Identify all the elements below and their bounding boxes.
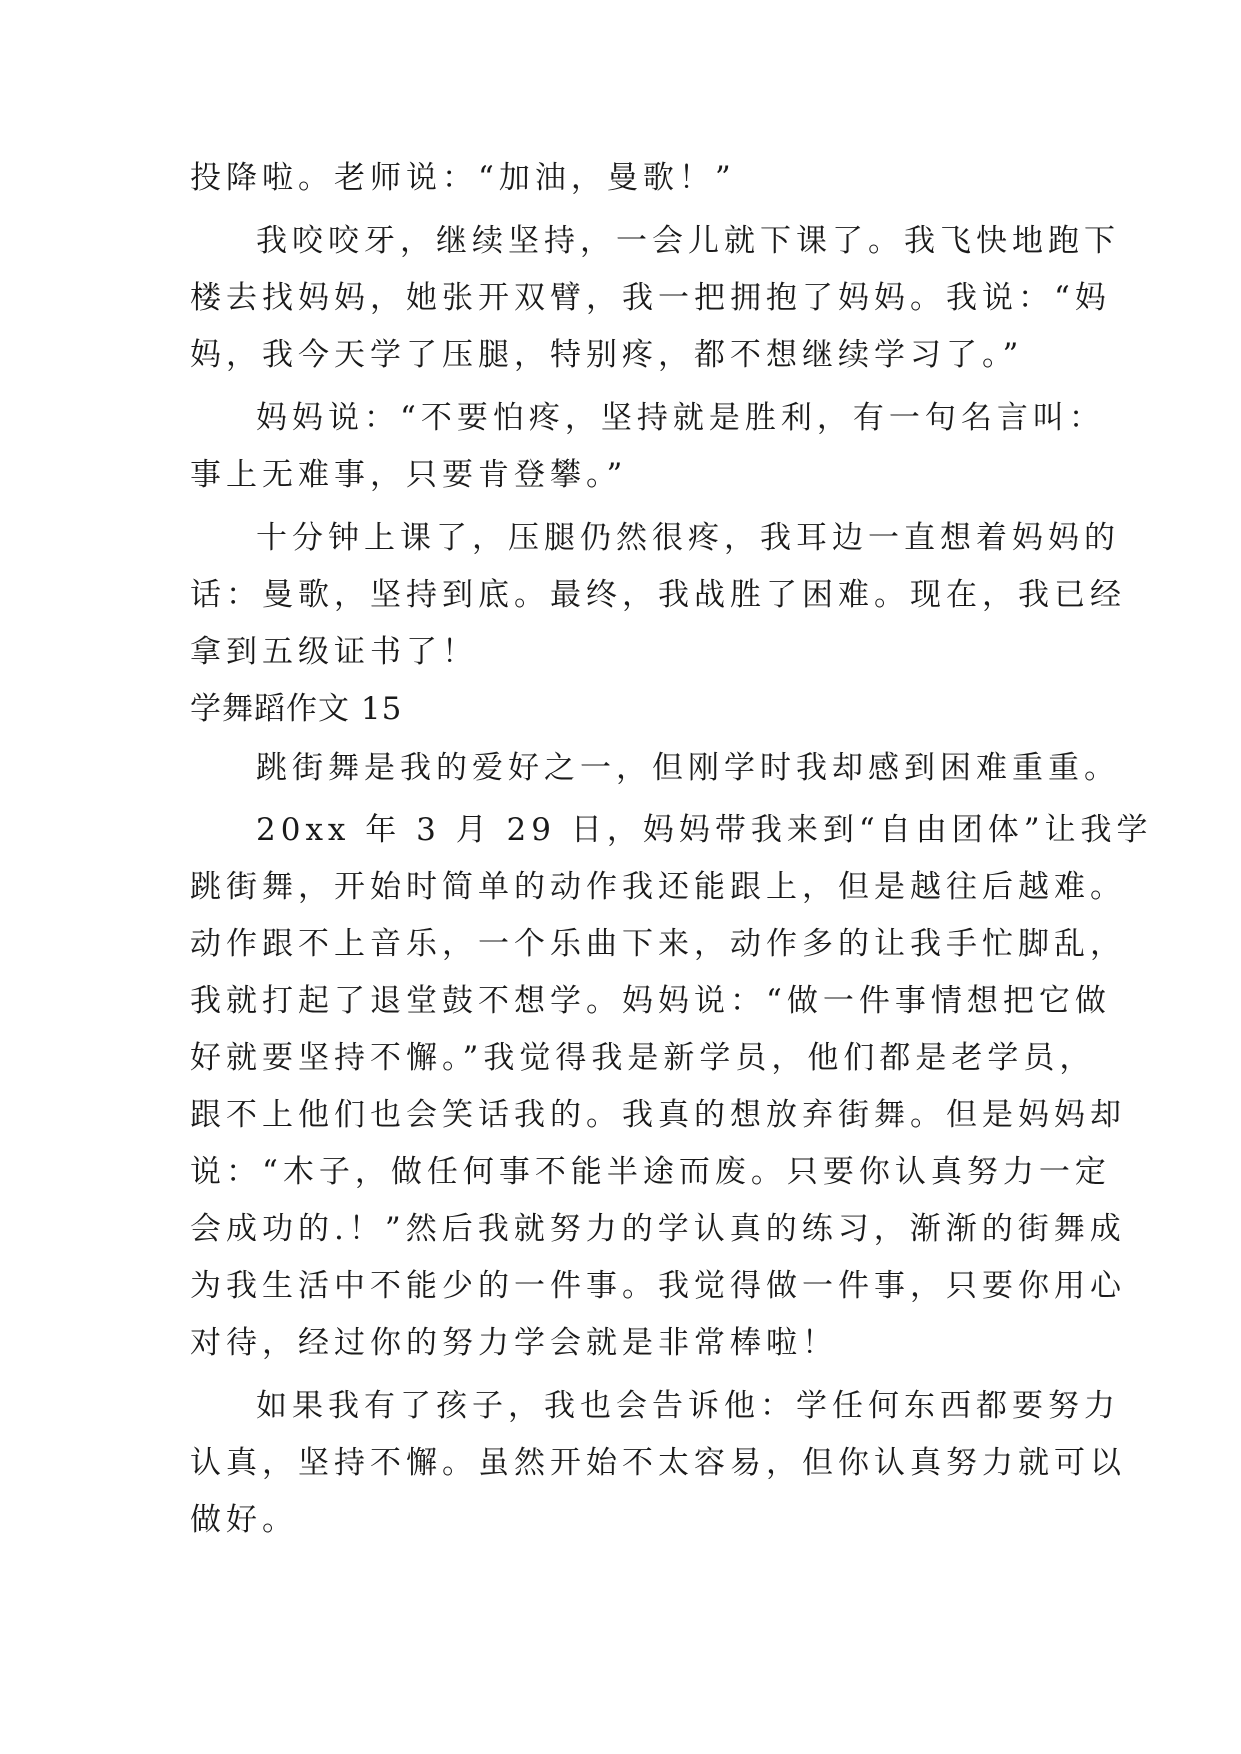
- paragraph-line: 好就要坚持不懈。”我觉得我是新学员，他们都是老学员，: [190, 1040, 1096, 1076]
- paragraph-line: 楼去找妈妈，她张开双臂，我一把拥抱了妈妈。我说：“妈: [190, 280, 1111, 316]
- paragraph-line: 跳街舞是我的爱好之一，但刚学时我却感到困难重重。: [256, 750, 1120, 786]
- paragraph-line: 认真，坚持不懈。虽然开始不太容易，但你认真努力就可以: [190, 1445, 1126, 1481]
- paragraph-line: 妈妈说：“不要怕疼，坚持就是胜利，有一句名言叫：: [256, 400, 1105, 436]
- paragraph-line: 对待，经过你的努力学会就是非常棒啦！: [190, 1325, 838, 1361]
- paragraph-line: 跟不上他们也会笑话我的。我真的想放弃街舞。但是妈妈却: [190, 1097, 1126, 1133]
- paragraph-line: 说：“木子，做任何事不能半途而废。只要你认真努力一定: [190, 1154, 1111, 1190]
- paragraph-line: 事上无难事，只要肯登攀。”: [190, 457, 628, 493]
- paragraph-line: 投降啦。老师说：“加油，曼歌！”: [190, 160, 736, 196]
- paragraph-line: 妈，我今天学了压腿，特别疼，都不想继续学习了。”: [190, 337, 1024, 373]
- paragraph-line: 我就打起了退堂鼓不想学。妈妈说：“做一件事情想把它做: [190, 983, 1111, 1019]
- paragraph-line: 动作跟不上音乐，一个乐曲下来，动作多的让我手忙脚乱，: [190, 926, 1126, 962]
- paragraph-line: 如果我有了孩子，我也会告诉他：学任何东西都要努力: [256, 1388, 1120, 1424]
- paragraph-line: 会成功的.！”然后我就努力的学认真的练习，渐渐的街舞成: [190, 1211, 1126, 1247]
- paragraph-line: 20xx 年 3 月 29 日，妈妈带我来到“自由团体”让我学: [256, 812, 1153, 848]
- paragraph-line: 我咬咬牙，继续坚持，一会儿就下课了。我飞快地跑下: [256, 223, 1120, 259]
- paragraph-line: 拿到五级证书了！: [190, 634, 478, 670]
- paragraph-line: 做好。: [190, 1502, 298, 1538]
- paragraph-line: 跳街舞，开始时简单的动作我还能跟上，但是越往后越难。: [190, 869, 1126, 905]
- paragraph-line: 话：曼歌，坚持到底。最终，我战胜了困难。现在，我已经: [190, 577, 1126, 613]
- paragraph-line: 十分钟上课了，压腿仍然很疼，我耳边一直想着妈妈的: [256, 520, 1120, 556]
- section-heading: 学舞蹈作文 15: [190, 691, 403, 727]
- paragraph-line: 为我生活中不能少的一件事。我觉得做一件事，只要你用心: [190, 1268, 1126, 1304]
